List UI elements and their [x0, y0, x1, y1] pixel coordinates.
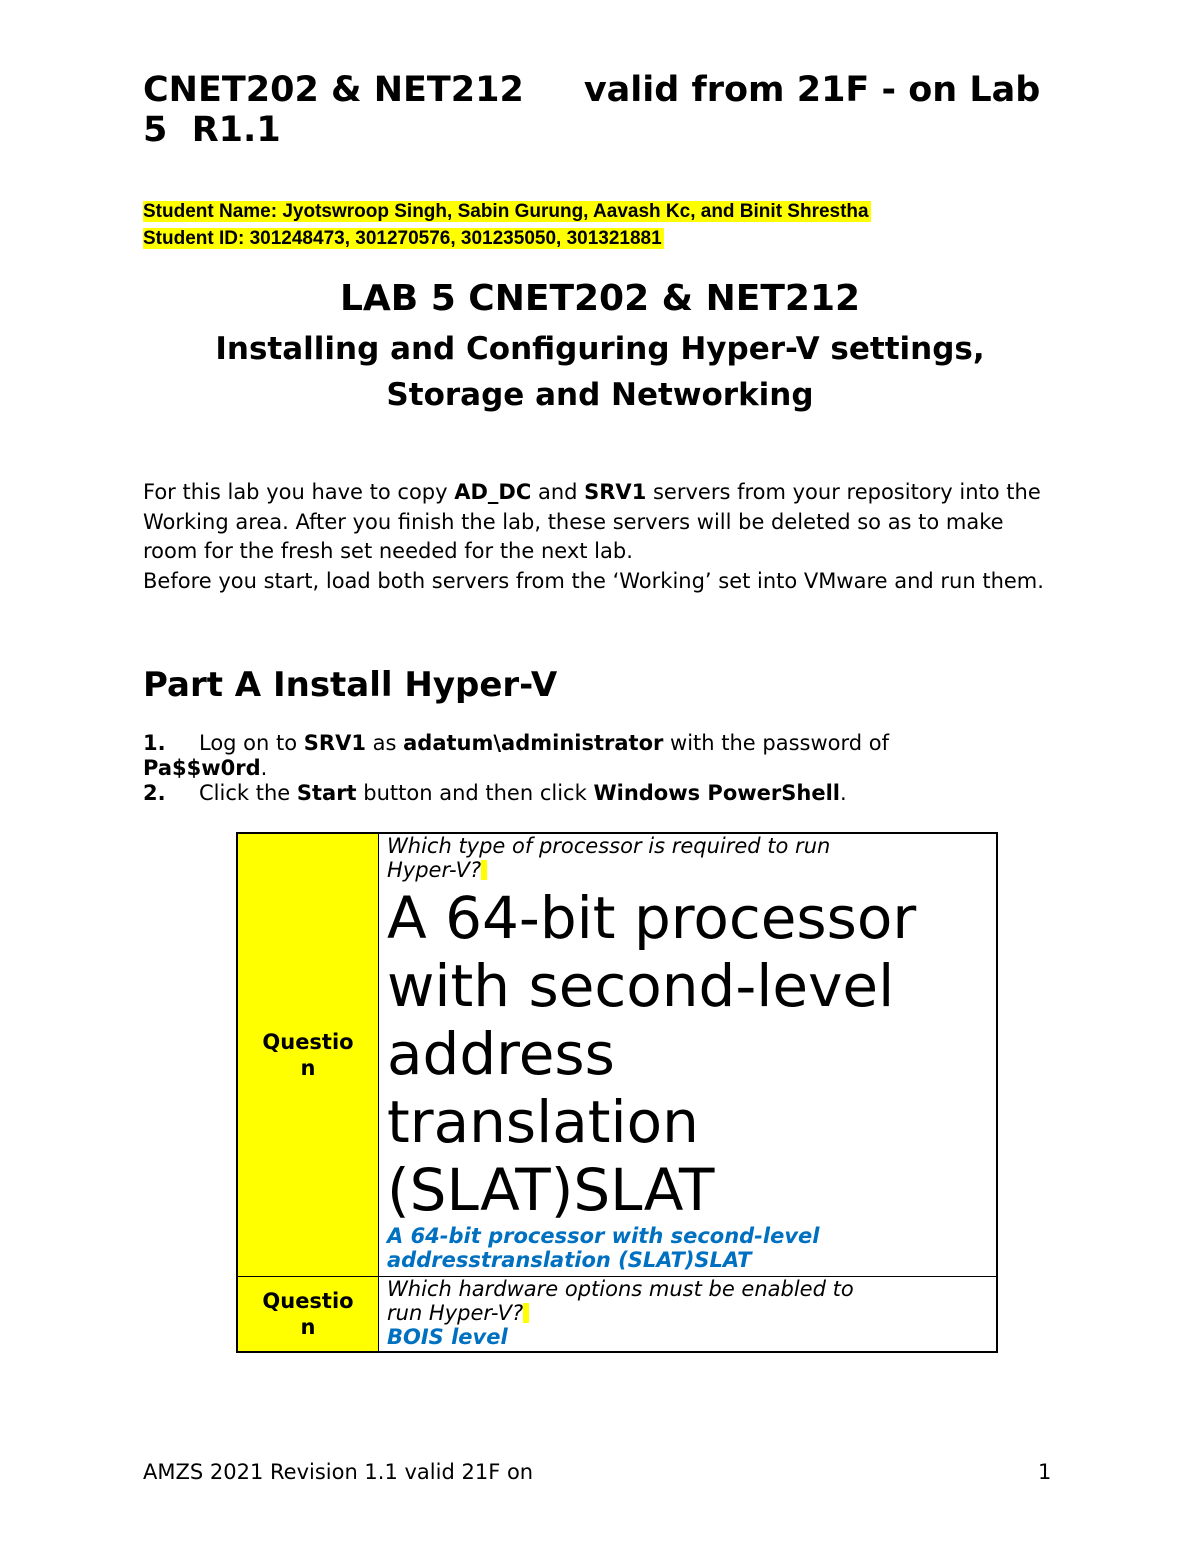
footer-text: AMZS 2021 Revision 1.1 valid 21F on	[143, 1460, 534, 1484]
question-row-1	[237, 833, 997, 1277]
answer-text[interactable]: A 64-bit processor with second-level addresstranslation (SLAT)SLAT	[387, 1224, 820, 1272]
student-name: Student Name: Jyotswroop Singh, Sabin Gurung, Aavash Kc, and Binit Shrestha	[143, 201, 869, 222]
lab-title	[143, 276, 1057, 418]
question-text: Which hardware options must be enabled to run Hyper-V?	[387, 1277, 854, 1325]
question-row-2	[237, 1277, 997, 1353]
student-info	[143, 198, 871, 252]
lab-subtitle-line2: Storage and Networking	[386, 377, 814, 413]
question-label: Questio n	[237, 1277, 379, 1353]
page-number: 1	[1038, 1460, 1052, 1484]
intro-paragraph-2: Before you start, load both servers from the ‘Working’ set into VMware and run them.	[143, 568, 1044, 593]
answer-text[interactable]: BOIS level	[387, 1325, 508, 1349]
intro-paragraph-1: For this lab you have to copy AD_DC and SRV1 servers from your repository into the Working area. After you finish the lab, these servers will be deleted so as to make room for the fresh set needed for the next lab.	[143, 480, 1041, 563]
step-1-continued: Pa$$w0rd.	[143, 756, 268, 780]
lab-subtitle-line1: Installing and Configuring Hyper-V settings,	[215, 331, 985, 367]
step-1: 1. Log on to SRV1 as adatum\administrator with the password of	[143, 731, 890, 755]
course-code: CNET202 & NET212	[143, 70, 524, 110]
validity-text: valid from 21F - on Lab	[583, 70, 1041, 110]
document-header	[143, 70, 1063, 150]
question-label: Questio n	[237, 833, 379, 1277]
question-content	[379, 833, 998, 1277]
revision-text: 5 R1.1	[143, 110, 281, 150]
part-a-heading: Part A Install Hyper-V	[143, 665, 558, 705]
question-text: Which type of processor is required to run Hyper-V?	[387, 834, 831, 882]
intro-text	[143, 478, 1063, 596]
question-content	[379, 1277, 998, 1353]
lab-heading: LAB 5 CNET202 & NET212	[339, 278, 861, 319]
student-id: Student ID: 301248473, 301270576, 301235050, 301321881	[143, 228, 662, 249]
answer-large[interactable]: A 64-bit processor with second-level address translation (SLAT)SLAT	[387, 884, 917, 1224]
step-2: 2. Click the Start button and then click Windows PowerShell.	[143, 781, 847, 805]
step-list	[143, 731, 1043, 806]
question-table	[236, 832, 998, 1353]
